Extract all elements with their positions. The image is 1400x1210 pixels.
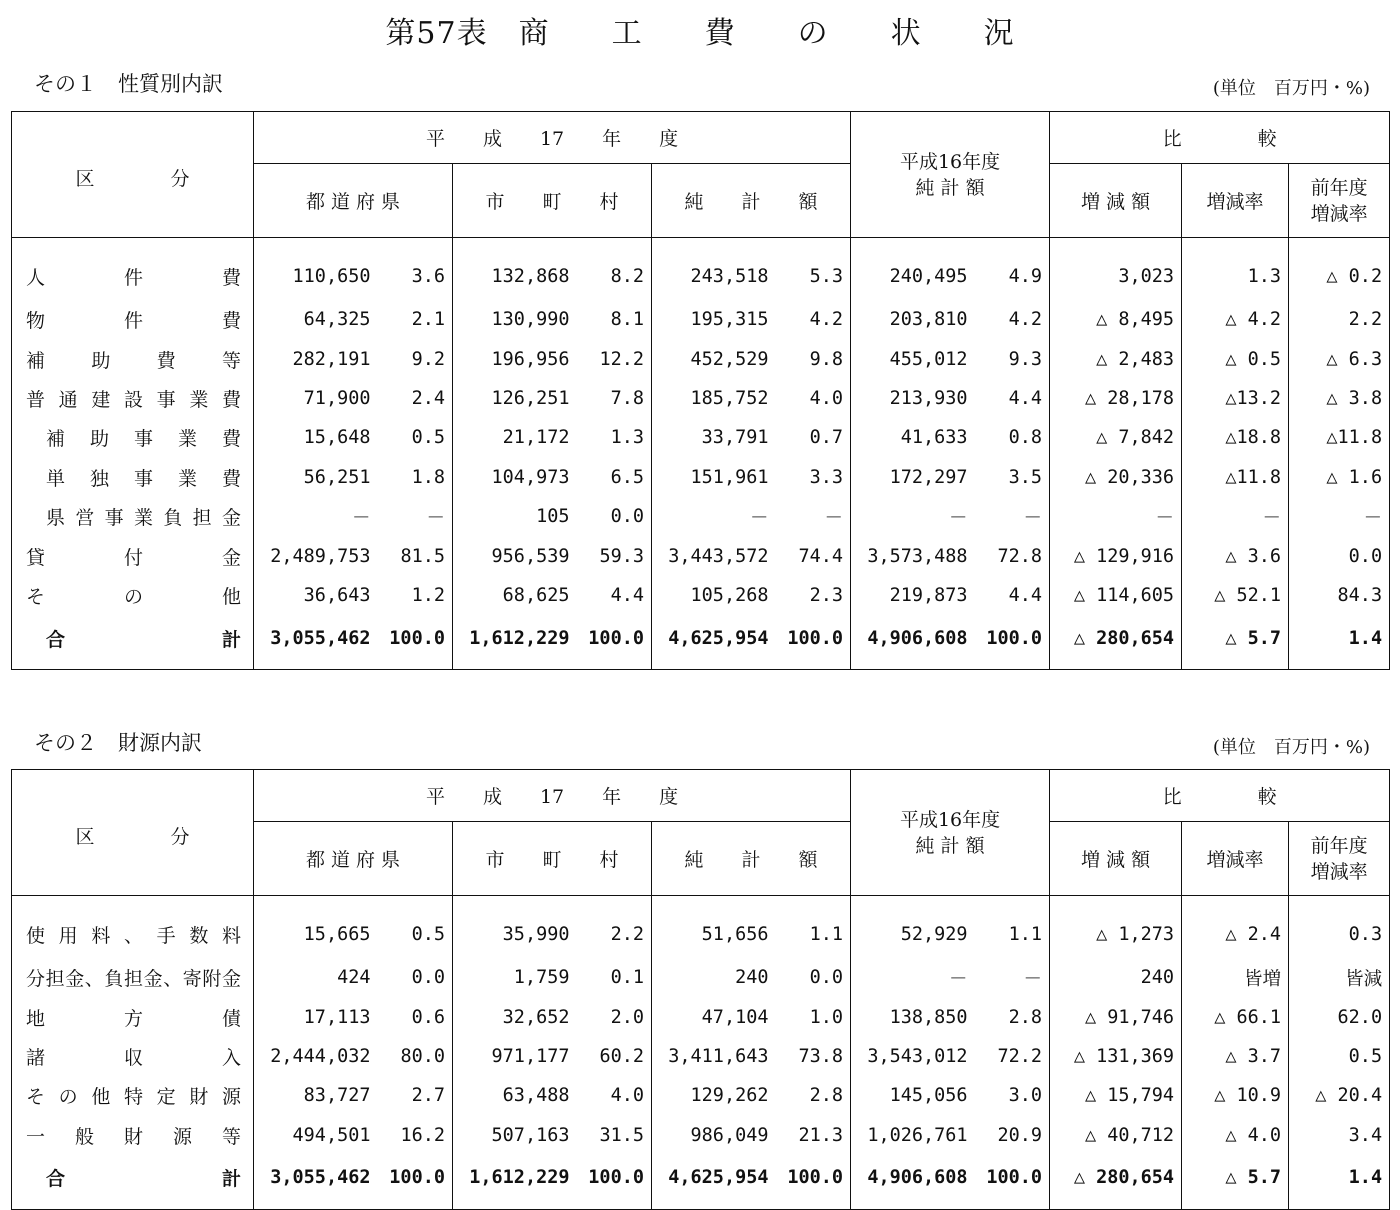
h16-value-cell: 172,297 (851, 458, 975, 497)
zennen-ritsu-cell: △ 6.3 (1289, 339, 1390, 378)
shichoson-ratio-cell: 100.0 (588, 1167, 644, 1189)
header-hikaku: 比 較 (1050, 770, 1390, 822)
header-zennen: 前年度 増減率 (1289, 164, 1390, 238)
shichoson-value-cell: 1,759 (453, 958, 577, 997)
zogen-gaku-cell: △ 114,605 (1050, 576, 1182, 615)
todofuken-ratio-cell: 16.2 (400, 1124, 445, 1146)
shichoson-value-cell: 130,990 (453, 300, 577, 339)
zennen-ritsu-cell: 3.4 (1289, 1116, 1390, 1155)
junkei-value-cell: 240 (652, 958, 776, 997)
todofuken-value-cell: 15,665 (254, 896, 378, 959)
junkei-value-cell: 452,529 (652, 339, 776, 378)
zogen-gaku-cell: △ 280,654 (1050, 1155, 1182, 1210)
todofuken-ratio-cell: 9.2 (411, 348, 445, 370)
section1-table (11, 111, 1390, 670)
row-label: 使用料、手数料 (26, 924, 241, 947)
zennen-ritsu-cell: 0.3 (1289, 896, 1390, 959)
todofuken-value-cell: 83,727 (254, 1076, 378, 1115)
row-label: 補助事業費 (46, 428, 241, 451)
h16-value-cell: 4,906,608 (851, 1155, 975, 1210)
junkei-value-cell: 151,961 (652, 458, 776, 497)
zogen-ritsu-cell: △ 4.0 (1182, 1116, 1289, 1155)
header-shichoson: 市 町 村 (453, 822, 652, 896)
zogen-ritsu-cell: △ 10.9 (1182, 1076, 1289, 1115)
section1-title: その１ 性質別内訳 (34, 72, 223, 96)
zogen-ritsu-cell: △ 2.4 (1182, 896, 1289, 959)
table-row (12, 536, 1390, 575)
junkei-ratio-cell: － (824, 507, 844, 529)
header-zogen-gaku: 増 減 額 (1050, 822, 1182, 896)
zogen-ritsu-cell: △ 5.7 (1182, 615, 1289, 670)
h16-ratio-cell: 0.8 (1008, 427, 1043, 449)
h16-ratio-cell: 1.1 (1008, 923, 1043, 945)
shichoson-ratio-cell: 4.4 (610, 584, 644, 606)
header-h16: 平成16年度 純 計 額 (851, 112, 1050, 238)
todofuken-value-cell: － (254, 497, 378, 536)
h16-ratio-cell: 9.3 (1008, 348, 1043, 370)
todofuken-value-cell: 17,113 (254, 997, 378, 1036)
todofuken-ratio-cell: 80.0 (400, 1045, 445, 1067)
junkei-ratio-cell: 100.0 (787, 627, 844, 649)
h16-value-cell: － (851, 497, 975, 536)
zennen-ritsu-cell: 1.4 (1289, 615, 1390, 670)
shichoson-ratio-cell: 12.2 (599, 348, 644, 370)
shichoson-ratio-cell: 8.1 (610, 309, 644, 331)
zennen-ritsu-cell: △ 20.4 (1289, 1076, 1390, 1115)
table-row (12, 896, 1390, 959)
zogen-ritsu-cell: 皆増 (1182, 958, 1289, 997)
shichoson-ratio-cell: 2.2 (610, 923, 644, 945)
zennen-ritsu-cell: △ 1.6 (1289, 458, 1390, 497)
zennen-ritsu-cell: 0.5 (1289, 1037, 1390, 1076)
junkei-ratio-cell: 5.3 (809, 265, 844, 287)
header-h17: 平 成 17 年 度 (254, 770, 851, 822)
shichoson-ratio-cell: 8.2 (610, 265, 644, 287)
junkei-value-cell: 129,262 (652, 1076, 776, 1115)
page-title: 第57表 商 工 費 の 状 況 (385, 16, 1015, 51)
table-row (12, 1076, 1390, 1115)
table-row (12, 339, 1390, 378)
junkei-ratio-cell: 2.8 (809, 1085, 844, 1107)
shichoson-value-cell: 104,973 (453, 458, 577, 497)
shichoson-value-cell: 68,625 (453, 576, 577, 615)
table-row (12, 615, 1390, 670)
zogen-ritsu-cell: △ 52.1 (1182, 576, 1289, 615)
junkei-ratio-cell: 1.0 (809, 1006, 844, 1028)
shichoson-value-cell: 1,612,229 (453, 1155, 577, 1210)
row-label: 諸収入 (26, 1046, 241, 1069)
shichoson-value-cell: 21,172 (453, 418, 577, 457)
h16-ratio-cell: 4.4 (1008, 387, 1043, 409)
row-label: 合計 (46, 628, 241, 651)
zogen-ritsu-cell: △ 5.7 (1182, 1155, 1289, 1210)
h16-ratio-cell: 4.2 (1008, 309, 1043, 331)
table-row (12, 300, 1390, 339)
todofuken-ratio-cell: 100.0 (389, 627, 445, 649)
zogen-gaku-cell: △ 91,746 (1050, 997, 1182, 1036)
junkei-ratio-cell: 4.2 (809, 309, 844, 331)
zennen-ritsu-cell: 皆減 (1289, 958, 1390, 997)
junkei-value-cell: 986,049 (652, 1116, 776, 1155)
shichoson-value-cell: 971,177 (453, 1037, 577, 1076)
junkei-value-cell: 4,625,954 (652, 615, 776, 670)
row-label: 補助費等 (26, 349, 241, 372)
h16-value-cell: 52,929 (851, 896, 975, 959)
shichoson-ratio-cell: 59.3 (599, 545, 644, 567)
h16-ratio-cell: 72.8 (997, 545, 1043, 567)
table-row (12, 1116, 1390, 1155)
todofuken-ratio-cell: 81.5 (400, 545, 445, 567)
todofuken-value-cell: 2,444,032 (254, 1037, 378, 1076)
shichoson-ratio-cell: 100.0 (588, 627, 644, 649)
junkei-value-cell: 195,315 (652, 300, 776, 339)
header-kubun: 区 分 (12, 770, 254, 896)
h16-ratio-cell: 20.9 (997, 1124, 1043, 1146)
shichoson-value-cell: 32,652 (453, 997, 577, 1036)
todofuken-value-cell: 64,325 (254, 300, 378, 339)
junkei-ratio-cell: 9.8 (809, 348, 844, 370)
zogen-gaku-cell: △ 8,495 (1050, 300, 1182, 339)
junkei-ratio-cell: 4.0 (809, 387, 844, 409)
row-label: 貸付金 (26, 546, 241, 569)
row-label: 地方債 (26, 1007, 241, 1030)
zennen-ritsu-cell: 0.0 (1289, 536, 1390, 575)
todofuken-ratio-cell: 2.1 (411, 309, 445, 331)
todofuken-ratio-cell: 0.0 (411, 967, 445, 989)
zogen-ritsu-cell: △ 66.1 (1182, 997, 1289, 1036)
zogen-ritsu-cell: △ 0.5 (1182, 339, 1289, 378)
zogen-gaku-cell: △ 2,483 (1050, 339, 1182, 378)
junkei-value-cell: 3,411,643 (652, 1037, 776, 1076)
zogen-ritsu-cell: 1.3 (1182, 238, 1289, 301)
junkei-value-cell: 185,752 (652, 379, 776, 418)
zennen-ritsu-cell: △ 3.8 (1289, 379, 1390, 418)
zogen-gaku-cell: △ 280,654 (1050, 615, 1182, 670)
todofuken-ratio-cell: 1.8 (411, 466, 445, 488)
header-zogen-ritsu: 増減率 (1182, 164, 1289, 238)
zennen-ritsu-cell: △ 0.2 (1289, 238, 1390, 301)
table-row (12, 418, 1390, 457)
shichoson-value-cell: 105 (453, 497, 577, 536)
row-label: その他 (26, 585, 241, 608)
todofuken-value-cell: 282,191 (254, 339, 378, 378)
table-row (12, 576, 1390, 615)
zogen-gaku-cell: 3,023 (1050, 238, 1182, 301)
todofuken-value-cell: 494,501 (254, 1116, 378, 1155)
row-label: 分担金、負担金、寄附金 (26, 968, 241, 991)
junkei-ratio-cell: 73.8 (798, 1045, 844, 1067)
zennen-ritsu-cell: 2.2 (1289, 300, 1390, 339)
row-label: 物件費 (26, 310, 241, 333)
todofuken-ratio-cell: 0.6 (411, 1006, 445, 1028)
h16-value-cell: 213,930 (851, 379, 975, 418)
h16-ratio-cell: 3.5 (1008, 466, 1043, 488)
junkei-value-cell: 47,104 (652, 997, 776, 1036)
section2-table (11, 769, 1390, 1210)
shichoson-value-cell: 35,990 (453, 896, 577, 959)
header-junkei: 純 計 額 (652, 822, 851, 896)
shichoson-value-cell: 126,251 (453, 379, 577, 418)
junkei-ratio-cell: 3.3 (809, 466, 844, 488)
junkei-ratio-cell: 2.3 (809, 584, 844, 606)
junkei-value-cell: 3,443,572 (652, 536, 776, 575)
todofuken-ratio-cell: 2.4 (411, 387, 445, 409)
section2-unit-label: (単位 百万円・%) (1212, 737, 1370, 758)
shichoson-value-cell: 507,163 (453, 1116, 577, 1155)
table-row (12, 997, 1390, 1036)
todofuken-value-cell: 71,900 (254, 379, 378, 418)
junkei-ratio-cell: 21.3 (798, 1124, 844, 1146)
h16-value-cell: 41,633 (851, 418, 975, 457)
header-h16: 平成16年度 純 計 額 (851, 770, 1050, 896)
zogen-ritsu-cell: △ 4.2 (1182, 300, 1289, 339)
junkei-value-cell: 4,625,954 (652, 1155, 776, 1210)
header-h17: 平 成 17 年 度 (254, 112, 851, 164)
h16-ratio-cell: 3.0 (1008, 1085, 1043, 1107)
shichoson-ratio-cell: 0.0 (610, 506, 644, 528)
todofuken-ratio-cell: 100.0 (389, 1167, 445, 1189)
todofuken-ratio-cell: － (426, 507, 445, 529)
row-label: 一般財源等 (26, 1125, 241, 1148)
h16-value-cell: 219,873 (851, 576, 975, 615)
row-label: 合計 (46, 1168, 241, 1191)
header-hikaku: 比 較 (1050, 112, 1390, 164)
shichoson-ratio-cell: 1.3 (610, 427, 644, 449)
todofuken-ratio-cell: 3.6 (411, 265, 445, 287)
h16-value-cell: 138,850 (851, 997, 975, 1036)
junkei-ratio-cell: 100.0 (787, 1167, 844, 1189)
h16-ratio-cell: － (1023, 507, 1043, 529)
table-row (12, 958, 1390, 997)
shichoson-ratio-cell: 2.0 (610, 1006, 644, 1028)
table-row (12, 497, 1390, 536)
zogen-ritsu-cell: △11.8 (1182, 458, 1289, 497)
junkei-value-cell: 243,518 (652, 238, 776, 301)
todofuken-ratio-cell: 0.5 (411, 923, 445, 945)
zogen-gaku-cell: △ 131,369 (1050, 1037, 1182, 1076)
junkei-ratio-cell: 0.7 (809, 427, 844, 449)
section1-unit-label: (単位 百万円・%) (1212, 78, 1370, 99)
header-kubun: 区 分 (12, 112, 254, 238)
junkei-ratio-cell: 0.0 (809, 967, 844, 989)
shichoson-value-cell: 132,868 (453, 238, 577, 301)
h16-ratio-cell: 100.0 (986, 627, 1043, 649)
zogen-gaku-cell: － (1050, 497, 1182, 536)
junkei-ratio-cell: 1.1 (809, 923, 844, 945)
header-shichoson: 市 町 村 (453, 164, 652, 238)
zogen-gaku-cell: △ 1,273 (1050, 896, 1182, 959)
todofuken-value-cell: 56,251 (254, 458, 378, 497)
h16-value-cell: 3,573,488 (851, 536, 975, 575)
zennen-ritsu-cell: △11.8 (1289, 418, 1390, 457)
zogen-gaku-cell: △ 40,712 (1050, 1116, 1182, 1155)
todofuken-value-cell: 3,055,462 (254, 1155, 378, 1210)
h16-ratio-cell: 2.8 (1008, 1006, 1043, 1028)
junkei-value-cell: 105,268 (652, 576, 776, 615)
header-junkei: 純 計 額 (652, 164, 851, 238)
todofuken-value-cell: 424 (254, 958, 378, 997)
junkei-value-cell: 33,791 (652, 418, 776, 457)
h16-ratio-cell: 4.4 (1008, 584, 1043, 606)
table-row (12, 458, 1390, 497)
zogen-gaku-cell: 240 (1050, 958, 1182, 997)
shichoson-value-cell: 1,612,229 (453, 615, 577, 670)
shichoson-ratio-cell: 0.1 (610, 967, 644, 989)
zogen-ritsu-cell: △18.8 (1182, 418, 1289, 457)
shichoson-ratio-cell: 60.2 (599, 1045, 644, 1067)
zogen-gaku-cell: △ 15,794 (1050, 1076, 1182, 1115)
h16-value-cell: 3,543,012 (851, 1037, 975, 1076)
todofuken-value-cell: 3,055,462 (254, 615, 378, 670)
shichoson-value-cell: 63,488 (453, 1076, 577, 1115)
row-label: 普通建設事業費 (26, 388, 241, 411)
zennen-ritsu-cell: 84.3 (1289, 576, 1390, 615)
h16-value-cell: 1,026,761 (851, 1116, 975, 1155)
table-row (12, 238, 1390, 301)
zogen-gaku-cell: △ 28,178 (1050, 379, 1182, 418)
shichoson-value-cell: 956,539 (453, 536, 577, 575)
todofuken-value-cell: 110,650 (254, 238, 378, 301)
todofuken-ratio-cell: 0.5 (411, 427, 445, 449)
shichoson-ratio-cell: 4.0 (610, 1085, 644, 1107)
junkei-value-cell: 51,656 (652, 896, 776, 959)
table-row (12, 1155, 1390, 1210)
zennen-ritsu-cell: － (1289, 497, 1390, 536)
zogen-ritsu-cell: △ 3.7 (1182, 1037, 1289, 1076)
shichoson-ratio-cell: 7.8 (610, 387, 644, 409)
h16-value-cell: － (851, 958, 975, 997)
table-row (12, 379, 1390, 418)
header-zennen: 前年度 増減率 (1289, 822, 1390, 896)
zogen-ritsu-cell: △ 3.6 (1182, 536, 1289, 575)
header-zogen-ritsu: 増減率 (1182, 822, 1289, 896)
h16-ratio-cell: － (1023, 968, 1043, 990)
row-label: 人件費 (26, 266, 241, 289)
h16-ratio-cell: 4.9 (1008, 265, 1043, 287)
h16-ratio-cell: 72.2 (997, 1045, 1043, 1067)
section2-title: その２ 財源内訳 (34, 731, 202, 755)
row-label: その他特定財源 (26, 1086, 241, 1109)
junkei-ratio-cell: 74.4 (798, 545, 844, 567)
todofuken-ratio-cell: 1.2 (411, 584, 445, 606)
header-todofuken: 都 道 府 県 (254, 164, 453, 238)
shichoson-value-cell: 196,956 (453, 339, 577, 378)
table-row (12, 1037, 1390, 1076)
zogen-gaku-cell: △ 7,842 (1050, 418, 1182, 457)
zogen-gaku-cell: △ 20,336 (1050, 458, 1182, 497)
h16-value-cell: 203,810 (851, 300, 975, 339)
todofuken-ratio-cell: 2.7 (411, 1085, 445, 1107)
todofuken-value-cell: 15,648 (254, 418, 378, 457)
zogen-gaku-cell: △ 129,916 (1050, 536, 1182, 575)
zennen-ritsu-cell: 1.4 (1289, 1155, 1390, 1210)
zogen-ritsu-cell: － (1182, 497, 1289, 536)
header-zogen-gaku: 増 減 額 (1050, 164, 1182, 238)
todofuken-value-cell: 36,643 (254, 576, 378, 615)
shichoson-ratio-cell: 31.5 (599, 1124, 644, 1146)
todofuken-value-cell: 2,489,753 (254, 536, 378, 575)
zennen-ritsu-cell: 62.0 (1289, 997, 1390, 1036)
header-todofuken: 都 道 府 県 (254, 822, 453, 896)
zogen-ritsu-cell: △13.2 (1182, 379, 1289, 418)
row-label: 単独事業費 (46, 467, 241, 490)
h16-value-cell: 145,056 (851, 1076, 975, 1115)
h16-value-cell: 4,906,608 (851, 615, 975, 670)
h16-value-cell: 455,012 (851, 339, 975, 378)
h16-value-cell: 240,495 (851, 238, 975, 301)
junkei-value-cell: － (652, 497, 776, 536)
h16-ratio-cell: 100.0 (986, 1167, 1043, 1189)
shichoson-ratio-cell: 6.5 (610, 466, 644, 488)
row-label: 県営事業負担金 (46, 507, 241, 530)
